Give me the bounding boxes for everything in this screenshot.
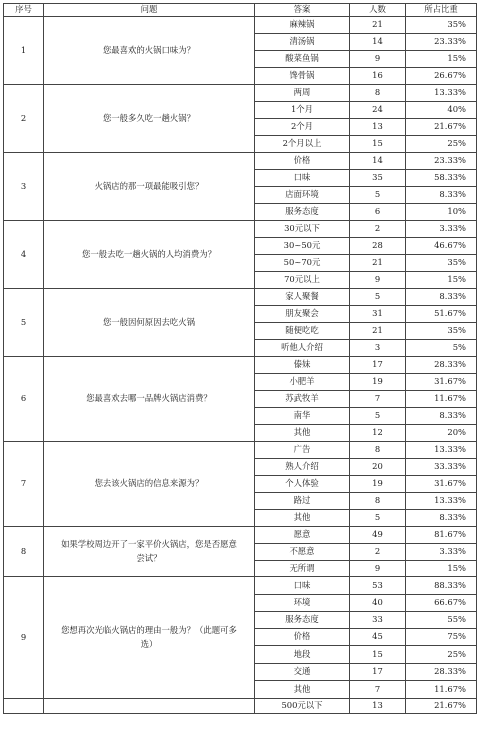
percentage-cell: 11.67% bbox=[406, 391, 477, 408]
answer-cell: 家人聚餐 bbox=[255, 289, 350, 306]
percentage-cell: 28.33% bbox=[406, 664, 477, 681]
question-text: 如果学校周边开了一家平价火锅店，您是否愿意尝试？ bbox=[44, 527, 255, 577]
answer-cell: 口味 bbox=[255, 577, 350, 595]
answer-cell: 麻辣锅 bbox=[255, 17, 350, 34]
count-cell: 2 bbox=[350, 221, 406, 238]
count-cell: 24 bbox=[350, 102, 406, 119]
count-cell: 15 bbox=[350, 136, 406, 153]
table-row bbox=[4, 17, 477, 34]
question-number: 1 bbox=[4, 17, 44, 85]
percentage-cell: 3.33% bbox=[406, 221, 477, 238]
count-cell: 14 bbox=[350, 153, 406, 170]
count-cell: 3 bbox=[350, 340, 406, 357]
count-cell: 19 bbox=[350, 476, 406, 493]
answer-cell: 随便吃吃 bbox=[255, 323, 350, 340]
percentage-cell: 58.33% bbox=[406, 170, 477, 187]
answer-cell: 馋骨锅 bbox=[255, 68, 350, 85]
count-cell: 17 bbox=[350, 357, 406, 374]
count-cell: 15 bbox=[350, 646, 406, 664]
question-number: 6 bbox=[4, 357, 44, 442]
answer-cell: 交通 bbox=[255, 664, 350, 681]
count-cell: 19 bbox=[350, 374, 406, 391]
survey-results-table bbox=[3, 3, 476, 743]
count-cell: 5 bbox=[350, 510, 406, 527]
answer-cell: 服务态度 bbox=[255, 204, 350, 221]
answer-cell: 小肥羊 bbox=[255, 374, 350, 391]
percentage-cell: 21.67% bbox=[406, 699, 477, 714]
count-cell: 5 bbox=[350, 289, 406, 306]
answer-cell: 其他 bbox=[255, 425, 350, 442]
answer-cell: 2个月以上 bbox=[255, 136, 350, 153]
percentage-cell: 10% bbox=[406, 204, 477, 221]
table-row bbox=[4, 577, 477, 595]
question-number: 2 bbox=[4, 85, 44, 153]
results-table bbox=[3, 3, 477, 714]
count-cell: 45 bbox=[350, 629, 406, 646]
percentage-cell: 26.67% bbox=[406, 68, 477, 85]
answer-cell: 50~70元 bbox=[255, 255, 350, 272]
count-cell: 6 bbox=[350, 204, 406, 221]
answer-cell: 其他 bbox=[255, 681, 350, 699]
header-count: 人数 bbox=[350, 4, 406, 17]
answer-cell: 南华 bbox=[255, 408, 350, 425]
answer-cell: 酸菜鱼锅 bbox=[255, 51, 350, 68]
percentage-cell: 35% bbox=[406, 255, 477, 272]
count-cell: 49 bbox=[350, 527, 406, 544]
question-number: 3 bbox=[4, 153, 44, 221]
percentage-cell: 8.33% bbox=[406, 187, 477, 204]
percentage-cell: 13.33% bbox=[406, 85, 477, 102]
question-text: 您一般多久吃一趟火锅？ bbox=[44, 85, 255, 153]
answer-cell: 无所谓 bbox=[255, 561, 350, 577]
percentage-cell: 35% bbox=[406, 323, 477, 340]
percentage-cell: 88.33% bbox=[406, 577, 477, 595]
answer-cell: 地段 bbox=[255, 646, 350, 664]
percentage-cell: 23.33% bbox=[406, 34, 477, 51]
percentage-cell: 20% bbox=[406, 425, 477, 442]
percentage-cell: 28.33% bbox=[406, 357, 477, 374]
count-cell: 17 bbox=[350, 664, 406, 681]
count-cell: 21 bbox=[350, 255, 406, 272]
answer-cell: 店面环境 bbox=[255, 187, 350, 204]
percentage-cell: 75% bbox=[406, 629, 477, 646]
count-cell: 12 bbox=[350, 425, 406, 442]
table-row bbox=[4, 527, 477, 544]
answer-cell: 1个月 bbox=[255, 102, 350, 119]
answer-cell: 500元以下 bbox=[255, 699, 350, 714]
question-text: 您想再次光临火锅店的理由一般为？（此题可多选） bbox=[44, 577, 255, 699]
table-body bbox=[4, 17, 477, 714]
percentage-cell: 21.67% bbox=[406, 119, 477, 136]
question-text bbox=[44, 699, 255, 714]
question-text: 您一般因何原因去吃火锅 bbox=[44, 289, 255, 357]
percentage-cell: 8.33% bbox=[406, 289, 477, 306]
percentage-cell: 25% bbox=[406, 646, 477, 664]
percentage-cell: 5% bbox=[406, 340, 477, 357]
count-cell: 53 bbox=[350, 577, 406, 595]
header-answer: 答案 bbox=[255, 4, 350, 17]
percentage-cell: 8.33% bbox=[406, 408, 477, 425]
answer-cell: 30元以下 bbox=[255, 221, 350, 238]
percentage-cell: 35% bbox=[406, 17, 477, 34]
table-row bbox=[4, 85, 477, 102]
count-cell: 8 bbox=[350, 85, 406, 102]
count-cell: 21 bbox=[350, 17, 406, 34]
percentage-cell: 11.67% bbox=[406, 681, 477, 699]
percentage-cell: 15% bbox=[406, 51, 477, 68]
answer-cell: 价格 bbox=[255, 629, 350, 646]
question-number: 7 bbox=[4, 442, 44, 527]
question-text: 您最喜欢的火锅口味为？ bbox=[44, 17, 255, 85]
percentage-cell: 8.33% bbox=[406, 510, 477, 527]
question-text: 您去该火锅店的信息来源为？ bbox=[44, 442, 255, 527]
count-cell: 31 bbox=[350, 306, 406, 323]
count-cell: 13 bbox=[350, 699, 406, 714]
question-text: 您一般去吃一趟火锅的人均消费为？ bbox=[44, 221, 255, 289]
percentage-cell: 81.67% bbox=[406, 527, 477, 544]
answer-cell: 价格 bbox=[255, 153, 350, 170]
percentage-cell: 3.33% bbox=[406, 544, 477, 561]
count-cell: 14 bbox=[350, 34, 406, 51]
answer-cell: 熟人介绍 bbox=[255, 459, 350, 476]
count-cell: 7 bbox=[350, 391, 406, 408]
answer-cell: 愿意 bbox=[255, 527, 350, 544]
count-cell: 20 bbox=[350, 459, 406, 476]
percentage-cell: 31.67% bbox=[406, 374, 477, 391]
percentage-cell: 31.67% bbox=[406, 476, 477, 493]
percentage-cell: 13.33% bbox=[406, 493, 477, 510]
answer-cell: 朋友聚会 bbox=[255, 306, 350, 323]
table-row bbox=[4, 699, 477, 714]
question-number: 9 bbox=[4, 577, 44, 699]
question-number: 8 bbox=[4, 527, 44, 577]
count-cell: 40 bbox=[350, 595, 406, 612]
answer-cell: 清汤锅 bbox=[255, 34, 350, 51]
answer-cell: 其他 bbox=[255, 510, 350, 527]
count-cell: 16 bbox=[350, 68, 406, 85]
count-cell: 7 bbox=[350, 681, 406, 699]
count-cell: 5 bbox=[350, 187, 406, 204]
count-cell: 5 bbox=[350, 408, 406, 425]
count-cell: 8 bbox=[350, 493, 406, 510]
answer-cell: 口味 bbox=[255, 170, 350, 187]
answer-cell: 路过 bbox=[255, 493, 350, 510]
table-row bbox=[4, 289, 477, 306]
question-number: 4 bbox=[4, 221, 44, 289]
count-cell: 9 bbox=[350, 51, 406, 68]
question-text: 您最喜欢去哪一品牌火锅店消费？ bbox=[44, 357, 255, 442]
count-cell: 35 bbox=[350, 170, 406, 187]
count-cell: 8 bbox=[350, 442, 406, 459]
answer-cell: 2个月 bbox=[255, 119, 350, 136]
count-cell: 9 bbox=[350, 272, 406, 289]
header-percentage: 所占比重 bbox=[406, 4, 477, 17]
percentage-cell: 55% bbox=[406, 612, 477, 629]
percentage-cell: 51.67% bbox=[406, 306, 477, 323]
percentage-cell: 13.33% bbox=[406, 442, 477, 459]
answer-cell: 环境 bbox=[255, 595, 350, 612]
question-text: 火锅店的那一项最能吸引您？ bbox=[44, 153, 255, 221]
percentage-cell: 46.67% bbox=[406, 238, 477, 255]
answer-cell: 广告 bbox=[255, 442, 350, 459]
count-cell: 2 bbox=[350, 544, 406, 561]
question-number bbox=[4, 699, 44, 714]
percentage-cell: 66.67% bbox=[406, 595, 477, 612]
answer-cell: 服务态度 bbox=[255, 612, 350, 629]
count-cell: 13 bbox=[350, 119, 406, 136]
percentage-cell: 15% bbox=[406, 561, 477, 577]
percentage-cell: 23.33% bbox=[406, 153, 477, 170]
table-row bbox=[4, 357, 477, 374]
percentage-cell: 25% bbox=[406, 136, 477, 153]
table-row bbox=[4, 442, 477, 459]
table-row bbox=[4, 153, 477, 170]
percentage-cell: 40% bbox=[406, 102, 477, 119]
header-row bbox=[4, 4, 477, 17]
count-cell: 33 bbox=[350, 612, 406, 629]
table-row bbox=[4, 221, 477, 238]
answer-cell: 个人体验 bbox=[255, 476, 350, 493]
percentage-cell: 15% bbox=[406, 272, 477, 289]
percentage-cell: 33.33% bbox=[406, 459, 477, 476]
count-cell: 28 bbox=[350, 238, 406, 255]
answer-cell: 听他人介绍 bbox=[255, 340, 350, 357]
count-cell: 9 bbox=[350, 561, 406, 577]
count-cell: 21 bbox=[350, 323, 406, 340]
header-question: 问题 bbox=[44, 4, 255, 17]
header-number: 序号 bbox=[4, 4, 44, 17]
question-number: 5 bbox=[4, 289, 44, 357]
answer-cell: 两周 bbox=[255, 85, 350, 102]
answer-cell: 30~50元 bbox=[255, 238, 350, 255]
answer-cell: 苏武牧羊 bbox=[255, 391, 350, 408]
answer-cell: 不愿意 bbox=[255, 544, 350, 561]
answer-cell: 傣妹 bbox=[255, 357, 350, 374]
answer-cell: 70元以上 bbox=[255, 272, 350, 289]
